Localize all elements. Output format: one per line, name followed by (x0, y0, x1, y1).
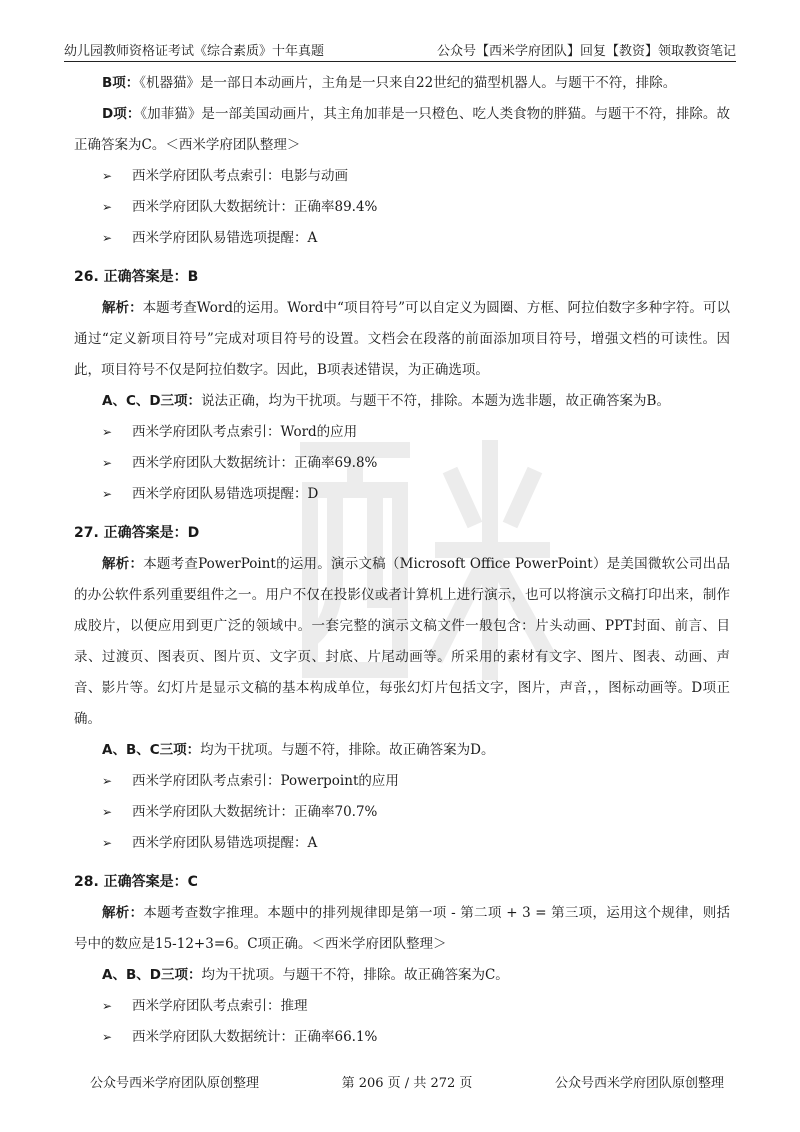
footer-left: 公众号西米学府团队原创整理 (90, 1076, 260, 1091)
q27-options-abc: A、B、C三项：均为干扰项。与题不符，排除。故正确答案为D。 (102, 742, 495, 758)
footer-right: 公众号西米学府团队原创整理 (554, 1076, 724, 1091)
arrowhead-bullet-icon: ➢ (102, 456, 113, 470)
list-item: ➢ 西米学府团队考点索引：Powerpoint的应用 (74, 766, 730, 797)
question-26-heading: 26. 正确答案是：B (74, 269, 199, 285)
arrowhead-bullet-icon: ➢ (102, 200, 113, 214)
arrowhead-bullet-icon: ➢ (102, 425, 113, 439)
list-item: ➢ 西米学府团队大数据统计：正确率89.4% (74, 192, 730, 223)
document-body (74, 68, 730, 1053)
q28-options-abd: A、B、D三项：均为干扰项。与题干不符，排除。故正确答案为C。 (102, 967, 509, 983)
page-footer (90, 1072, 724, 1091)
arrowhead-bullet-icon: ➢ (102, 231, 113, 245)
q26-analysis: 解析：本题考查Word的运用。Word中“项目符号”可以自定义为圆圈、方框、阿拉伯数字多种字符。可以通过“定义新项目符号”完成对项目符号的设置。文档会在段落的前面添加项目符号，增强文档的可读性。因此，项目符号不仅是阿拉伯数字。因此，B项表述错误，为正确选项。 (74, 300, 731, 378)
arrowhead-bullet-icon: ➢ (102, 487, 113, 501)
list-item: ➢ 西米学府团队大数据统计：正确率69.8% (74, 448, 730, 479)
q26-options-acd: A、C、D三项：说法正确，均为干扰项。与题干不符，排除。本题为选非题，故正确答案为B。 (102, 393, 670, 409)
question-27-heading: 27. 正确答案是：D (74, 525, 200, 541)
q27-analysis: 解析：本题考查PowerPoint的运用。演示文稿（Microsoft Office PowerPoint）是美国微软公司出品的办公软件系列重要组件之一。用户不仅在投影仪或者计算机上进行演示，也可以将演示文稿打印出来，制作成胶片，以便应用到更广泛的领域中。一套完整的演示文稿文件一般包含：片头动画、PPT封面、前言、目录、过渡页、图表页、图片页、文字页、封底、片尾动画等。所采用的素材有文字、图片、图表、动画、声音、影片等。幻灯片是显示文稿的基本构成单位，每张幻灯片包括文字，图片，声音，，图标动画等。D项正确。 (74, 556, 730, 727)
list-item: ➢ 西米学府团队大数据统计：正确率70.7% (74, 797, 730, 828)
prev-option-d: D项：《加菲猫》是一部美国动画片，其主角加菲是一只橙色、吃人类食物的胖猫。与题干不符，排除。故正确答案为C。＜西米学府团队整理＞ (74, 106, 730, 153)
header-right: 公众号【西米学府团队】回复【教资】领取教资笔记 (436, 44, 736, 59)
list-item: ➢ 西米学府团队考点索引：推理 (74, 991, 730, 1022)
list-item: ➢ 西米学府团队易错选项提醒：A (74, 828, 730, 859)
arrowhead-bullet-icon: ➢ (102, 1030, 113, 1044)
arrowhead-bullet-icon: ➢ (102, 169, 113, 183)
question-28-heading: 28. 正确答案是：C (74, 874, 198, 890)
list-item: ➢ 西米学府团队考点索引：电影与动画 (74, 161, 730, 192)
list-item: ➢ 西米学府团队大数据统计：正确率66.1% (74, 1022, 730, 1053)
page-header (64, 38, 736, 62)
list-item: ➢ 西米学府团队考点索引：Word的应用 (74, 417, 730, 448)
list-item: ➢ 西米学府团队易错选项提醒：A (74, 223, 730, 254)
list-item: ➢ 西米学府团队易错选项提醒：D (74, 479, 730, 510)
q28-analysis: 解析：本题考查数字推理。本题中的排列规律即是第一项 - 第二项 + 3 = 第三项，运用这个规律，则括号中的数应是15-12+3=6。C项正确。＜西米学府团队整理＞ (74, 905, 731, 952)
prev-option-b: B项：《机器猫》是一部日本动画片，主角是一只来自22世纪的猫型机器人。与题干不符，排除。 (102, 75, 677, 91)
header-left: 幼儿园教师资格证考试《综合素质》十年真题 (64, 44, 325, 59)
arrowhead-bullet-icon: ➢ (102, 805, 113, 819)
arrowhead-bullet-icon: ➢ (102, 836, 113, 850)
arrowhead-bullet-icon: ➢ (102, 999, 113, 1013)
page-number: 第 206 页 / 共 272 页 (341, 1076, 473, 1091)
arrowhead-bullet-icon: ➢ (102, 774, 113, 788)
